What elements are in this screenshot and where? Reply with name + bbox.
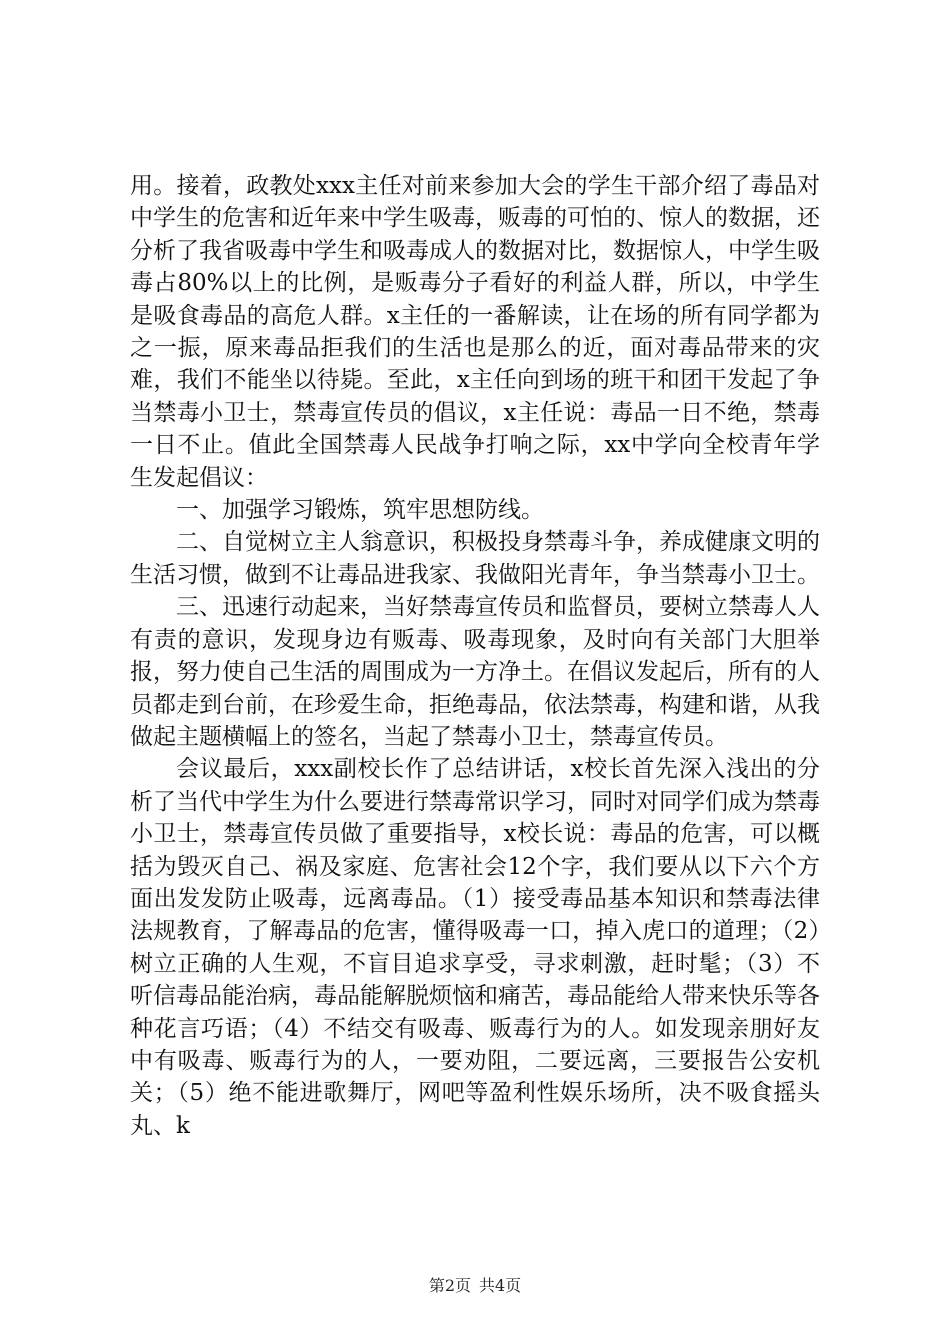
page-footer [0,1276,950,1296]
page-number: 第2页 [428,1276,471,1295]
body-paragraph-5: 会议最后，xxx副校长作了总结讲话，x校长首先深入浅出的分析了当代中学生为什么要进行禁毒常识学习，同时对同学们成为禁毒小卫士，禁毒宣传员做了重要指导，x校长说：毒品的危害，可以概括为毁灭自己、祸及家庭、危害社会12个字，我们要从以下六个方面出发发防止吸毒，远离毒品。（1）接受毒品基本知识和禁毒法律法规教育，了解毒品的危害，懂得吸毒一口，掉入虎口的道理；（2）树立正确的人生观，不盲目追求享受，寻求刺激，赶时髦；（3）不听信毒品能治病，毒品能解脱烦恼和痛苦，毒品能给人带来快乐等各种花言巧语；（4）不结交有吸毒、贩毒行为的人。如发现亲朋好友中有吸毒、贩毒行为的人，一要劝阻，二要远离，三要报告公安机关；（5）绝不能进歌舞厅，网吧等盈利性娱乐场所，决不吸食摇头丸、k [130,756,820,1139]
page-total: 共4页 [479,1276,522,1295]
body-paragraph-1: 用。接着，政教处xxx主任对前来参加大会的学生干部介绍了毒品对中学生的危害和近年来中学生吸毒，贩毒的可怕的、惊人的数据，还分析了我省吸毒中学生和吸毒成人的数据对比，数据惊人，中学生吸毒占80%以上的比例，是贩毒分子看好的利益人群，所以，中学生是吸食毒品的高危人群。x主任的一番解读，让在场的所有同学都为之一振，原来毒品拒我们的生活也是那么的近，面对毒品带来的灾难，我们不能坐以待毙。至此，x主任向到场的班干和团干发起了争当禁毒小卫士，禁毒宣传员的倡议，x主任说：毒品一日不绝，禁毒一日不止。值此全国禁毒人民战争打响之际，xx中学向全校青年学生发起倡议： [130,173,820,491]
document-body [130,170,820,1142]
body-paragraph-2: 一、加强学习锻炼，筑牢思想防线。 [176,497,544,524]
body-paragraph-3: 二、自觉树立主人翁意识，积极投身禁毒斗争，养成健康文明的生活习惯，做到不让毒品进我家、我做阳光青年，争当禁毒小卫士。 [130,529,820,588]
body-paragraph-4: 三、迅速行动起来，当好禁毒宣传员和监督员，要树立禁毒人人有责的意识，发现身边有贩毒、吸毒现象，及时向有关部门大胆举报，努力使自己生活的周围成为一方净土。在倡议发起后，所有的人员都走到台前，在珍爱生命，拒绝毒品，依法禁毒，构建和谐，从我做起主题横幅上的签名，当起了禁毒小卫士，禁毒宣传员。 [130,594,820,750]
